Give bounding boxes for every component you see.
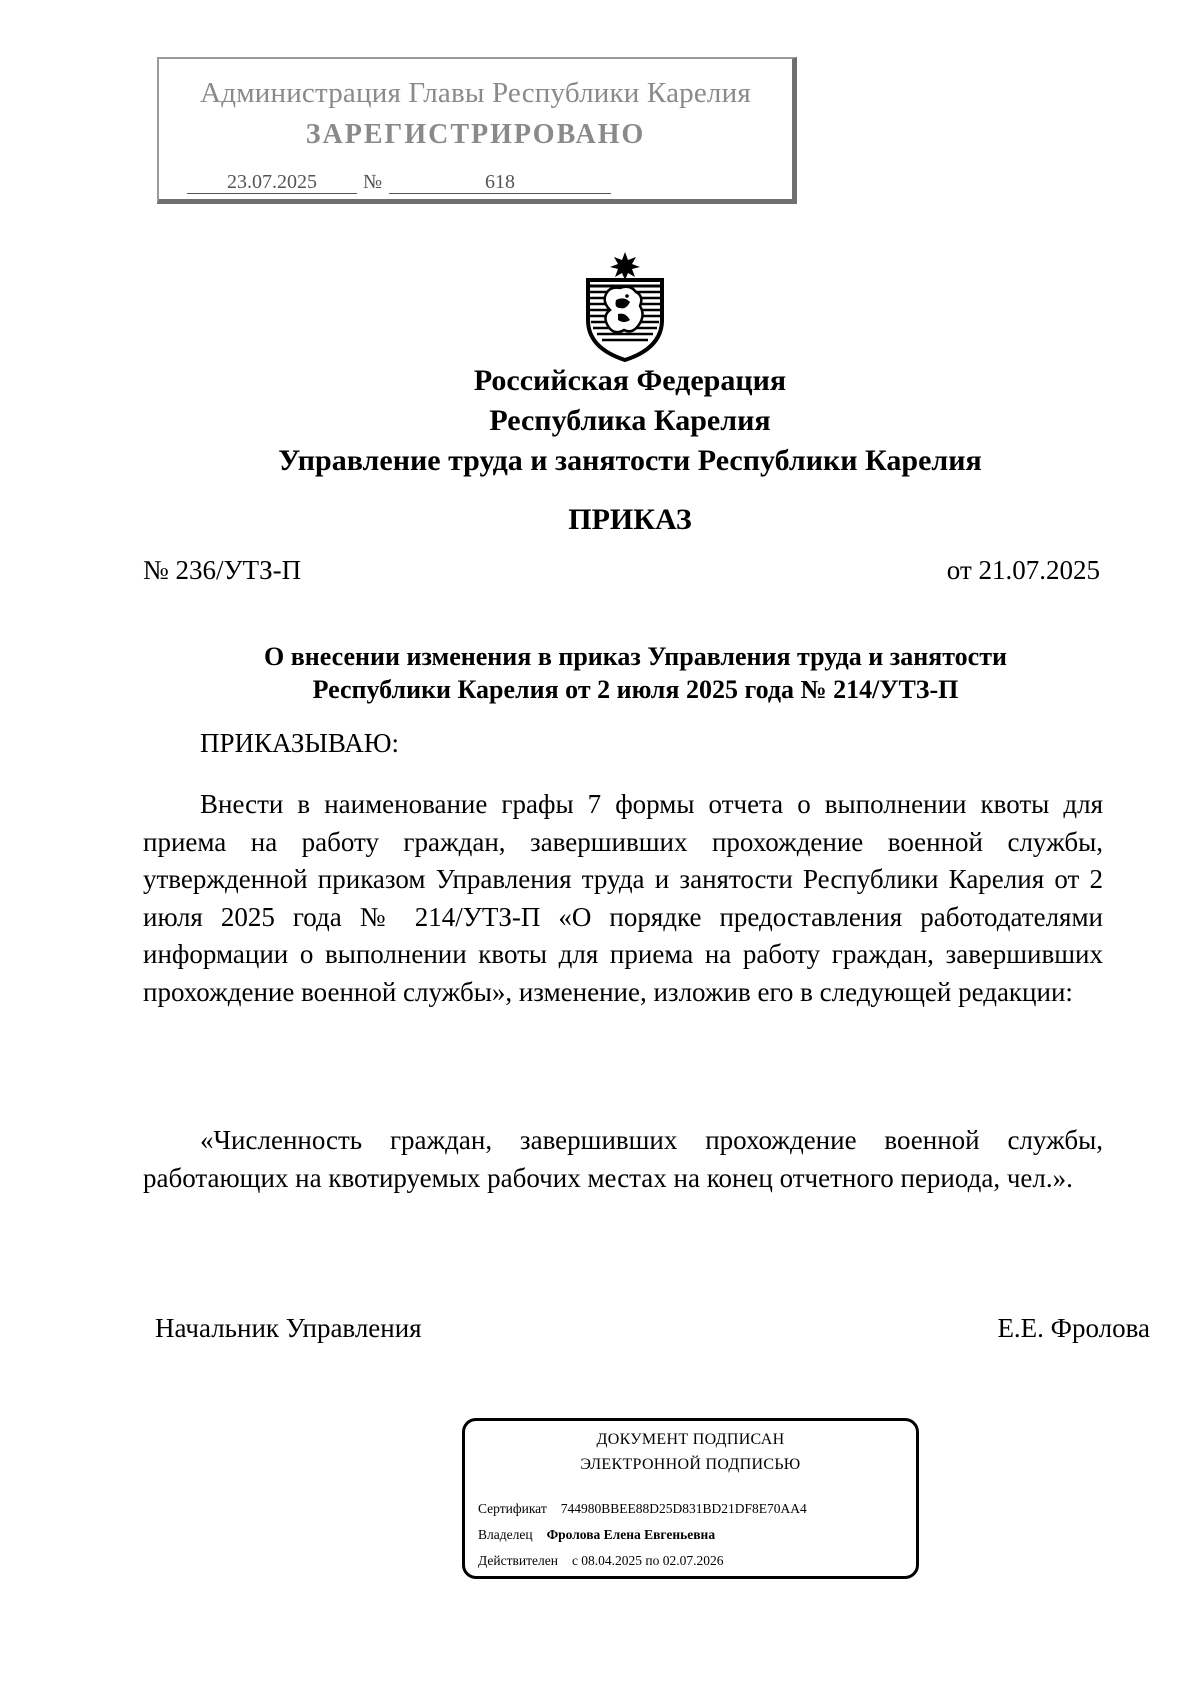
e-signature-validity-row xyxy=(478,1553,724,1569)
registration-organization: Администрация Главы Республики Карелия xyxy=(200,77,751,109)
order-word: ПРИКАЗЫВАЮ: xyxy=(200,728,399,758)
document-title xyxy=(143,640,1128,706)
e-signature-certificate-row xyxy=(478,1501,807,1517)
document-type: ПРИКАЗ xyxy=(568,503,692,536)
header-country: Российская Федерация xyxy=(473,364,787,397)
signature-position: Начальник Управления xyxy=(155,1313,422,1343)
e-signature-heading-2: ЭЛЕКТРОННОЙ ПОДПИСЬЮ xyxy=(580,1456,801,1473)
registration-stamp xyxy=(157,57,797,204)
registration-number: 618 xyxy=(389,171,611,194)
e-signature-stamp xyxy=(462,1418,919,1579)
registration-status: ЗАРЕГИСТРИРОВАНО xyxy=(305,119,646,150)
registration-date: 23.07.2025 xyxy=(187,171,357,194)
document-title-line-1: О внесении изменения в приказ Управления труда и занятости xyxy=(264,642,1007,671)
e-signature-owner-label: Владелец xyxy=(478,1527,533,1542)
e-signature-owner: Фролова Елена Евгеньевна xyxy=(546,1527,716,1542)
header-agency: Управление труда и занятости Республики Карелия xyxy=(278,444,982,477)
e-signature-validity: с 08.04.2025 по 02.07.2026 xyxy=(571,1553,724,1568)
e-signature-validity-label: Действителен xyxy=(478,1553,558,1568)
document-date: от 21.07.2025 xyxy=(946,555,1100,585)
document-title-line-2: Республики Карелия от 2 июля 2025 года № 214/УТЗ-П xyxy=(312,675,959,704)
header-region: Республика Карелия xyxy=(489,404,771,437)
paragraph-2: «Численность граждан, завершивших прохождение военной службы, работающих на квотируемых рабочих местах на конец отчетного периода, чел.». xyxy=(143,1125,1103,1193)
e-signature-owner-row xyxy=(478,1527,715,1543)
e-signature-certificate-label: Сертификат xyxy=(478,1501,547,1516)
document-number: № 236/УТЗ-П xyxy=(143,555,302,585)
registration-number-label: № xyxy=(363,171,383,193)
paragraph-1: Внести в наименование графы 7 формы отчета о выполнении квоты для приема на работу граждан, завершивших прохождение военной службы, утвержденной приказом Управления труда и занятости Республики Карелия от 2 июля 2025 года № 214/УТЗ-П «О порядке предоставления работодателями информации о выполнении квоты для приема на работу граждан, завершивших прохождение военной службы», изменение, изложив его в следующей редакции: xyxy=(143,789,1103,1007)
coat-of-arms-icon xyxy=(580,250,670,362)
signature-name: Е.Е. Фролова xyxy=(997,1313,1150,1343)
e-signature-heading-1: ДОКУМЕНТ ПОДПИСАН xyxy=(596,1431,785,1448)
e-signature-certificate: 744980BBEE88D25D831BD21DF8E70AA4 xyxy=(560,1501,807,1516)
